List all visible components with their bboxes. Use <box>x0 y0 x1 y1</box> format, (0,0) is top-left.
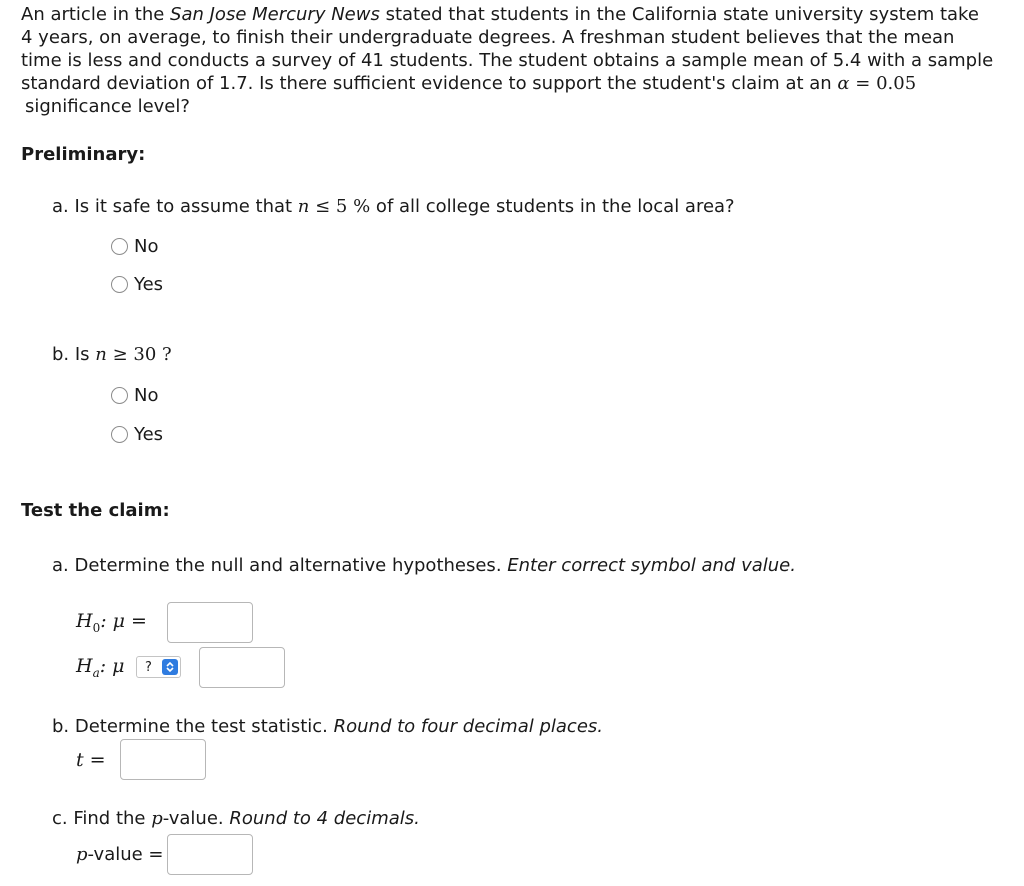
prelim-question-a: a. Is it safe to assume that n ≤ 5 % of all college students in the local area? <box>52 196 735 217</box>
test-question-c: c. Find the p-value. Round to 4 decimals. <box>52 808 420 829</box>
radio-button[interactable] <box>111 387 128 404</box>
test-question-a: a. Determine the null and alternative hypotheses. Enter correct symbol and value. <box>52 555 796 576</box>
prelim-a-option-yes[interactable]: Yes <box>111 274 163 295</box>
intro-line-4: standard deviation of 1.7. Is there sufficient evidence to support the student's claim at an α = 0.05 <box>21 73 917 94</box>
intro-line-5: significance level? <box>25 96 190 117</box>
p-value-label: p-value = <box>76 844 164 865</box>
prelim-b-option-yes[interactable]: Yes <box>111 424 163 445</box>
preliminary-heading: Preliminary: <box>21 144 146 165</box>
source-name: San Jose Mercury News <box>170 4 380 25</box>
prelim-b-option-no[interactable]: No <box>111 385 158 406</box>
intro-line-3: time is less and conducts a survey of 41 students. The student obtains a sample mean of 5.4 with a sample <box>21 50 994 71</box>
intro-line-2: 4 years, on average, to finish their undergraduate degrees. A freshman student believes that the mean <box>21 27 955 48</box>
intro-line-1: An article in the San Jose Mercury News stated that students in the California state university system take <box>21 4 979 25</box>
test-question-b: b. Determine the test statistic. Round to four decimal places. <box>52 716 603 737</box>
problem-statement <box>21 3 1011 118</box>
prelim-a-option-no[interactable]: No <box>111 236 158 257</box>
test-statistic-label: t = <box>76 749 106 771</box>
radio-button[interactable] <box>111 276 128 293</box>
test-statistic-input[interactable] <box>120 739 206 780</box>
chevron-up-down-icon <box>162 659 178 675</box>
alt-hypothesis-value-input[interactable] <box>199 647 285 688</box>
null-hypothesis-label: $H_0$: μ = <box>76 610 147 635</box>
alt-hypothesis-symbol-select[interactable]: ? <box>136 656 181 678</box>
radio-button[interactable] <box>111 238 128 255</box>
p-value-input[interactable] <box>167 834 253 875</box>
null-hypothesis-value-input[interactable] <box>167 602 253 643</box>
radio-button[interactable] <box>111 426 128 443</box>
prelim-question-b: b. Is n ≥ 30 ? <box>52 344 172 365</box>
test-claim-heading: Test the claim: <box>21 500 170 521</box>
alt-hypothesis-label: $H_a$: μ <box>76 655 125 680</box>
